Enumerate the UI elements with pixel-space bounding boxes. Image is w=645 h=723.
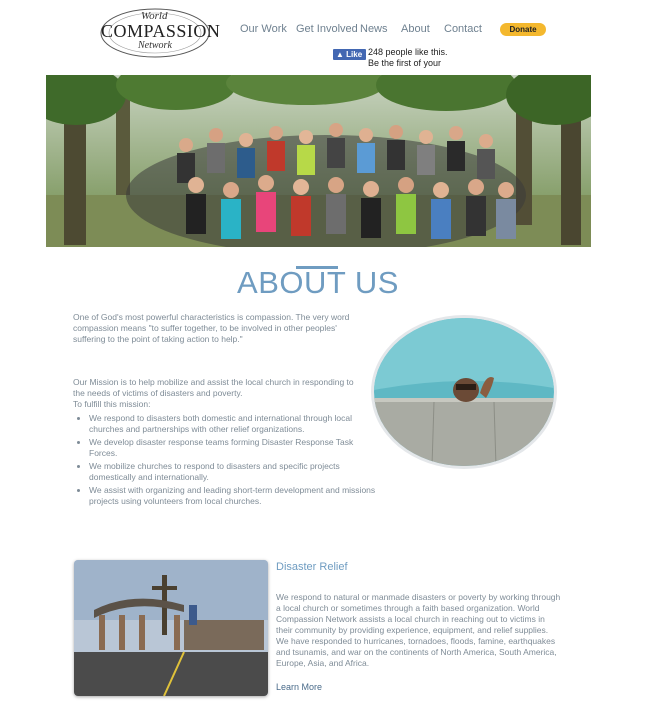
logo-text-world: World xyxy=(141,10,168,22)
like-friends-text: Be the first of your xyxy=(368,58,442,68)
mission-lead: To fulfill this mission: xyxy=(73,399,151,409)
thumbs-up-icon: ▲ xyxy=(336,50,344,59)
like-label: Like xyxy=(346,50,363,59)
donate-button[interactable]: Donate xyxy=(500,23,546,36)
facebook-like-count xyxy=(368,47,448,69)
list-item: • We develop disaster response teams forming Disaster Response Task Forces. xyxy=(89,437,379,459)
mission-statement: Our Mission is to help mobilize and assist the local church in responding to the needs of victims of disasters and poverty. xyxy=(73,377,354,398)
facebook-like-button[interactable] xyxy=(333,49,366,60)
learn-more-link[interactable]: Learn More xyxy=(276,682,323,692)
nav-contact[interactable]: Contact xyxy=(444,23,482,35)
logo-text-compassion: COMPASSION xyxy=(101,21,221,41)
mission-intro xyxy=(73,377,363,410)
disaster-relief-title[interactable]: Disaster Relief xyxy=(276,561,348,573)
disaster-relief-photo[interactable] xyxy=(74,560,268,696)
nav-get-involved[interactable]: Get Involved xyxy=(296,23,358,35)
nav-our-work[interactable]: Our Work xyxy=(240,23,287,35)
list-item: • We respond to disasters both domestic and international through local churches and partnerships with other relief organizations. xyxy=(89,413,379,435)
child-photo xyxy=(371,315,557,469)
list-item: • We assist with organizing and leading short-term development and missions projects using volunteers from local churches. xyxy=(89,485,379,507)
mission-list xyxy=(73,413,379,509)
like-count-text: 248 people like this. xyxy=(368,47,448,57)
page-title: ABOUT US xyxy=(237,265,399,300)
hero-group-photo xyxy=(46,75,591,247)
nav-news[interactable]: News xyxy=(360,23,388,35)
about-intro: One of God's most powerful characteristics is compassion. The very word compassion means "to suffer together, to be involved in other peoples' suffering to the point of taking action to help." xyxy=(73,312,350,344)
nav-about[interactable]: About xyxy=(401,23,430,35)
disaster-relief-text: We respond to natural or manmade disasters or poverty by working through a local church or sometimes through a faith based organization. World Compassion Network assists a local church in reaching out to victims in their community by providing experience, equipment, and relief supplies. We have responded to hurricanes, tornadoes, floods, famine, earthquakes and tsunamis, and war on the continents of North America, South America, Europe, Asia, and Africa. xyxy=(276,592,561,668)
list-item: • We mobilize churches to respond to disasters and specific projects domestically and internationally. xyxy=(89,461,379,483)
logo-text-network: Network xyxy=(138,40,172,51)
